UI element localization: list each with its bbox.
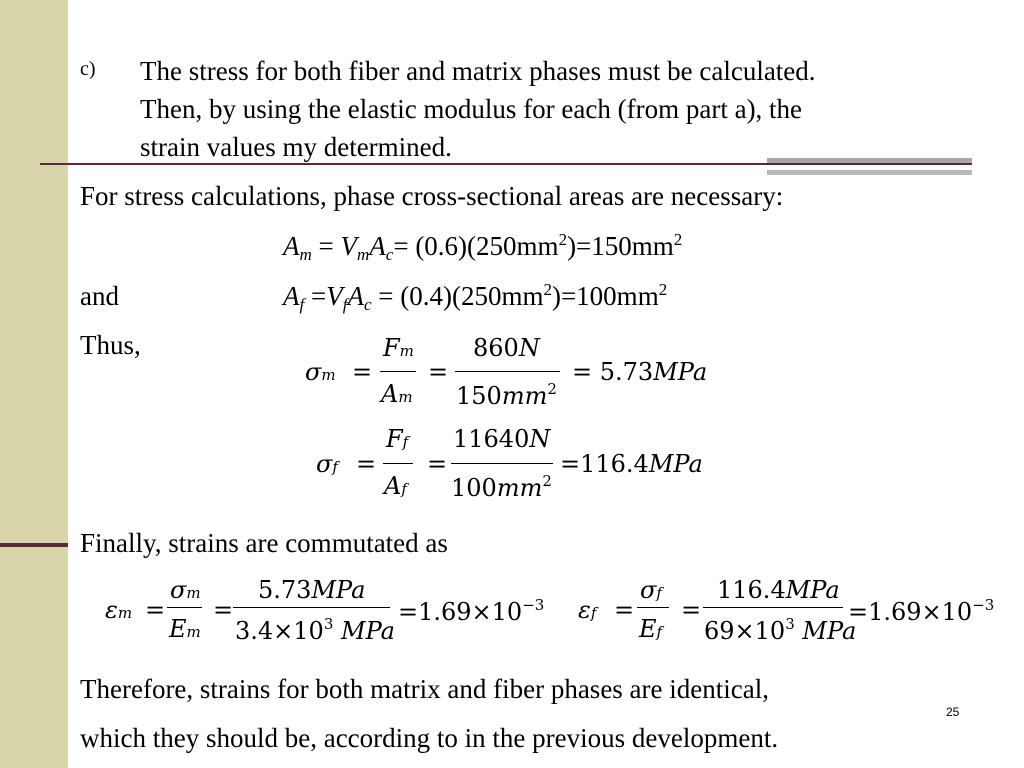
decorative-gray-bar-lower [767,170,972,175]
slide-sidebar-band [0,0,68,768]
intro-line: strain values my determined. [140,132,452,162]
intro-line: The stress for both fiber and matrix phases must be calculated. [140,56,816,86]
page-number: 25 [946,705,960,719]
and-label: and [80,281,119,311]
sidebar-accent-line [0,543,68,547]
intro-paragraph [140,52,1020,166]
thus-label: Thus, [80,330,141,360]
conclusion-line: Therefore, strains for both matrix and fiber phases are identical, [80,674,769,704]
stress-intro-text: For stress calculations, phase cross-sectional areas are necessary: [80,181,784,211]
conclusion-line: which they should be, according to in the previous development. [80,723,779,753]
intro-line: Then, by using the elastic modulus for each (from part a), the [140,94,803,124]
item-label: c) [80,58,96,80]
area-matrix-equation: $A_m = V_mA_c= (0.6)(250mm^2)=150mm^2$ [283,230,683,264]
area-fiber-equation: $A_f =V_fA_c = (0.4)(250mm^2)=100mm^2$ [283,280,668,314]
finally-text: Finally, strains are commutated as [80,528,448,558]
